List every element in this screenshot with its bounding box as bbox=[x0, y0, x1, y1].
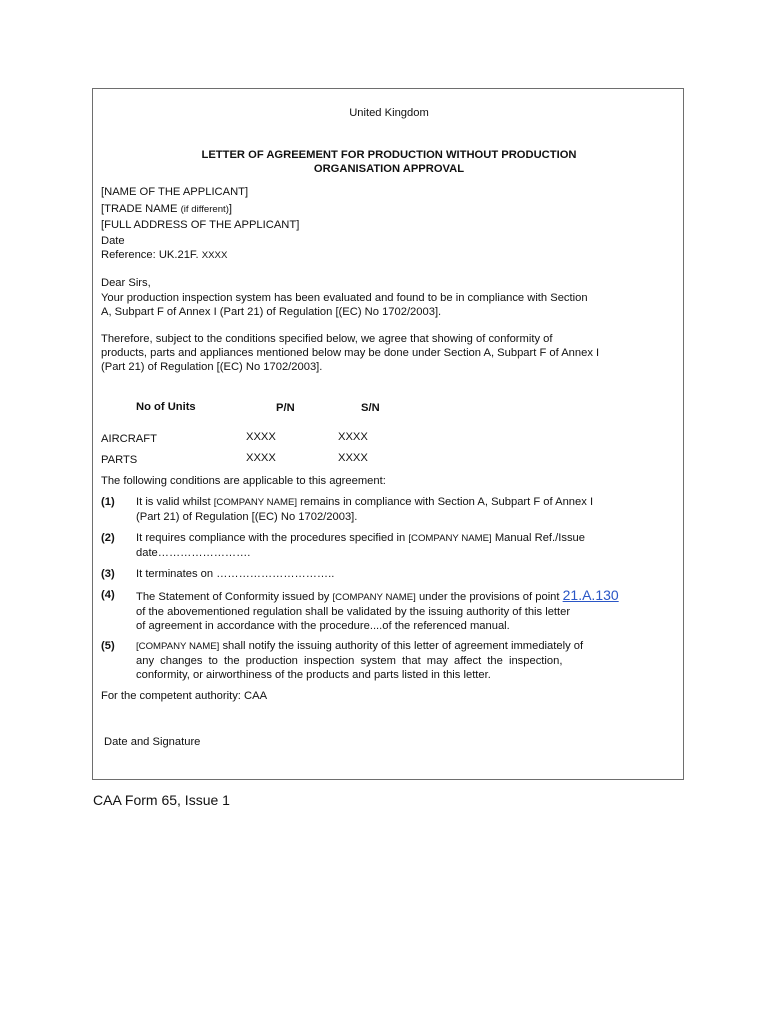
units-header-sn: S/N bbox=[361, 402, 380, 414]
units-row-parts-pn: XXXX bbox=[246, 452, 276, 464]
applicant-name: [NAME OF THE APPLICANT] bbox=[101, 186, 249, 198]
salutation: Dear Sirs, bbox=[101, 277, 151, 289]
applicant-address: [FULL ADDRESS OF THE APPLICANT] bbox=[101, 219, 300, 231]
regulation-link-21a130[interactable]: 21.A.130 bbox=[562, 587, 619, 603]
condition-5-line3: conformity, or airworthiness of the products and parts listed in this letter. bbox=[136, 669, 491, 681]
units-row-aircraft-sn: XXXX bbox=[338, 431, 368, 443]
condition-4-text-b: under the provisions of point bbox=[415, 591, 563, 603]
competent-authority: For the competent authority: CAA bbox=[101, 690, 268, 702]
therefore-line1: Therefore, subject to the conditions specified below, we agree that showing of conformity of bbox=[101, 333, 553, 345]
units-header-pn: P/N bbox=[276, 402, 295, 414]
condition-4-text-a: The Statement of Conformity issued by bbox=[136, 591, 333, 603]
condition-1-text-a: It is valid whilst bbox=[136, 496, 214, 508]
condition-1-text-b: remains in compliance with Section A, Subpart F of Annex I bbox=[297, 496, 594, 508]
condition-3-text: It terminates on ………………………….. bbox=[136, 568, 335, 580]
letter-date: Date bbox=[101, 235, 125, 247]
therefore-line2: products, parts and appliances mentioned below may be done under Section A, Subpart F of Annex I bbox=[101, 347, 600, 359]
trade-name-note: (if different) bbox=[180, 204, 229, 215]
condition-2-text-a: It requires compliance with the procedures specified in bbox=[136, 532, 409, 544]
trade-name-part1: [TRADE NAME bbox=[101, 203, 181, 215]
conditions-intro: The following conditions are applicable to this agreement: bbox=[101, 475, 386, 487]
reference-value: XXXX bbox=[201, 250, 228, 261]
form-identifier: CAA Form 65, Issue 1 bbox=[93, 792, 230, 808]
units-row-parts-label: PARTS bbox=[101, 454, 138, 466]
condition-5-text-a: shall notify the issuing authority of this letter of agreement immediately of bbox=[219, 640, 584, 652]
condition-2-number: (2) bbox=[101, 532, 115, 544]
condition-1-company: [COMPANY NAME] bbox=[213, 497, 298, 508]
condition-2-text-b: Manual Ref./Issue bbox=[491, 532, 585, 544]
units-row-aircraft-label: AIRCRAFT bbox=[101, 433, 157, 445]
condition-5-company: [COMPANY NAME] bbox=[136, 641, 220, 652]
condition-1-number: (1) bbox=[101, 496, 115, 508]
condition-4-company: [COMPANY NAME] bbox=[332, 592, 416, 603]
units-header-count: No of Units bbox=[136, 401, 196, 413]
letter-form bbox=[92, 88, 684, 780]
date-and-signature: Date and Signature bbox=[104, 736, 201, 748]
intro-line1: Your production inspection system has been evaluated and found to be in compliance with Section bbox=[101, 292, 588, 304]
condition-1-line2: (Part 21) of Regulation [(EC) No 1702/2003]. bbox=[136, 511, 358, 523]
form-title-line1: LETTER OF AGREEMENT FOR PRODUCTION WITHOUT PRODUCTION bbox=[201, 149, 577, 161]
condition-4-line2: of the abovementioned regulation shall be validated by the issuing authority of this letter bbox=[136, 606, 571, 618]
country-heading: United Kingdom bbox=[349, 107, 429, 119]
condition-5-number: (5) bbox=[101, 640, 115, 652]
trade-name-part3: ] bbox=[228, 203, 233, 215]
reference-label: Reference: UK.21F. bbox=[101, 249, 199, 261]
units-row-parts-sn: XXXX bbox=[338, 452, 368, 464]
condition-2-line2: date……………………. bbox=[136, 547, 251, 559]
units-row-aircraft-pn: XXXX bbox=[246, 431, 276, 443]
therefore-line3: (Part 21) of Regulation [(EC) No 1702/2003]. bbox=[101, 361, 323, 373]
condition-3-number: (3) bbox=[101, 568, 115, 580]
intro-line2: A, Subpart F of Annex I (Part 21) of Regulation [(EC) No 1702/2003]. bbox=[101, 306, 442, 318]
form-title-line2: ORGANISATION APPROVAL bbox=[313, 163, 465, 175]
trade-name bbox=[101, 202, 232, 217]
condition-4-number: (4) bbox=[101, 589, 115, 601]
condition-4-line3: of agreement in accordance with the procedure....of the referenced manual. bbox=[136, 620, 510, 632]
condition-2-company: [COMPANY NAME] bbox=[408, 533, 492, 544]
condition-5-line2: any changes to the production inspection system that may affect the inspection, bbox=[136, 655, 563, 667]
reference bbox=[101, 248, 227, 263]
